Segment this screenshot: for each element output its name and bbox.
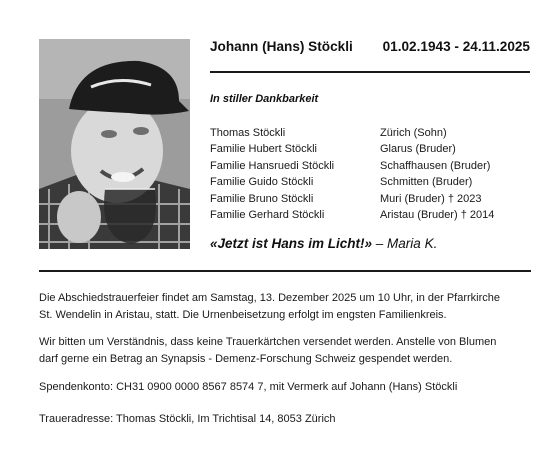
mourning-address <box>39 411 539 428</box>
quote-author: – Maria K. <box>372 236 438 251</box>
relative-name: Familie Bruno Stöckli <box>210 192 314 205</box>
quote <box>210 236 437 251</box>
request-line: Wir bitten um Verständnis, dass keine Trauerkärtchen versendet werden. Anstelle von Blumen <box>39 336 497 348</box>
relative-name: Familie Hansruedi Stöckli <box>210 159 335 172</box>
ceremony-paragraph <box>39 290 539 324</box>
relative-place: Muri (Bruder) † 2023 <box>380 192 482 205</box>
relative-name: Familie Gerhard Stöckli <box>210 208 325 221</box>
relative-row <box>210 141 530 157</box>
relatives-list <box>210 125 530 223</box>
request-paragraph <box>39 334 539 368</box>
relative-name: Familie Guido Stöckli <box>210 176 314 189</box>
address-line: Traueradresse: Thomas Stöckli, Im Trichtisal 14, 8053 Zürich <box>39 413 336 425</box>
relative-row <box>210 158 530 174</box>
life-dates: 01.02.1943 - 24.11.2025 <box>382 38 530 54</box>
request-line: darf gerne ein Betrag an Synapsis - Demenz-Forschung Schweiz gespendet werden. <box>39 353 453 365</box>
relative-place: Schmitten (Bruder) <box>380 176 473 189</box>
relative-name: Familie Hubert Stöckli <box>210 143 317 156</box>
relative-place: Schaffhausen (Bruder) <box>380 159 491 172</box>
relative-row <box>210 191 530 207</box>
header-divider <box>210 71 530 73</box>
donation-line: Spendenkonto: CH31 0900 0000 8567 8574 7, mit Vermerk auf Johann (Hans) Stöckli <box>39 381 458 393</box>
quote-text: «Jetzt ist Hans im Licht!» <box>210 236 373 251</box>
relative-place: Glarus (Bruder) <box>380 143 456 156</box>
section-divider <box>39 270 531 272</box>
subtitle: In stiller Dankbarkeit <box>210 93 319 105</box>
deceased-name: Johann (Hans) Stöckli <box>210 38 353 54</box>
relative-name: Thomas Stöckli <box>210 127 286 139</box>
ceremony-line: Die Abschiedstrauerfeier findet am Samstag, 13. Dezember 2025 um 10 Uhr, in der Pfarrkirche <box>39 292 501 304</box>
donation-account <box>39 379 539 396</box>
relative-row <box>210 207 530 223</box>
relative-place: Aristau (Bruder) † 2014 <box>380 208 495 221</box>
portrait-photo <box>39 39 190 249</box>
relative-place: Zürich (Sohn) <box>380 127 447 139</box>
relative-row <box>210 174 530 190</box>
ceremony-line: St. Wendelin in Aristau, statt. Die Urnenbeisetzung erfolgt im engsten Familienkreis. <box>39 309 447 321</box>
relative-row <box>210 125 530 141</box>
header <box>210 36 530 56</box>
